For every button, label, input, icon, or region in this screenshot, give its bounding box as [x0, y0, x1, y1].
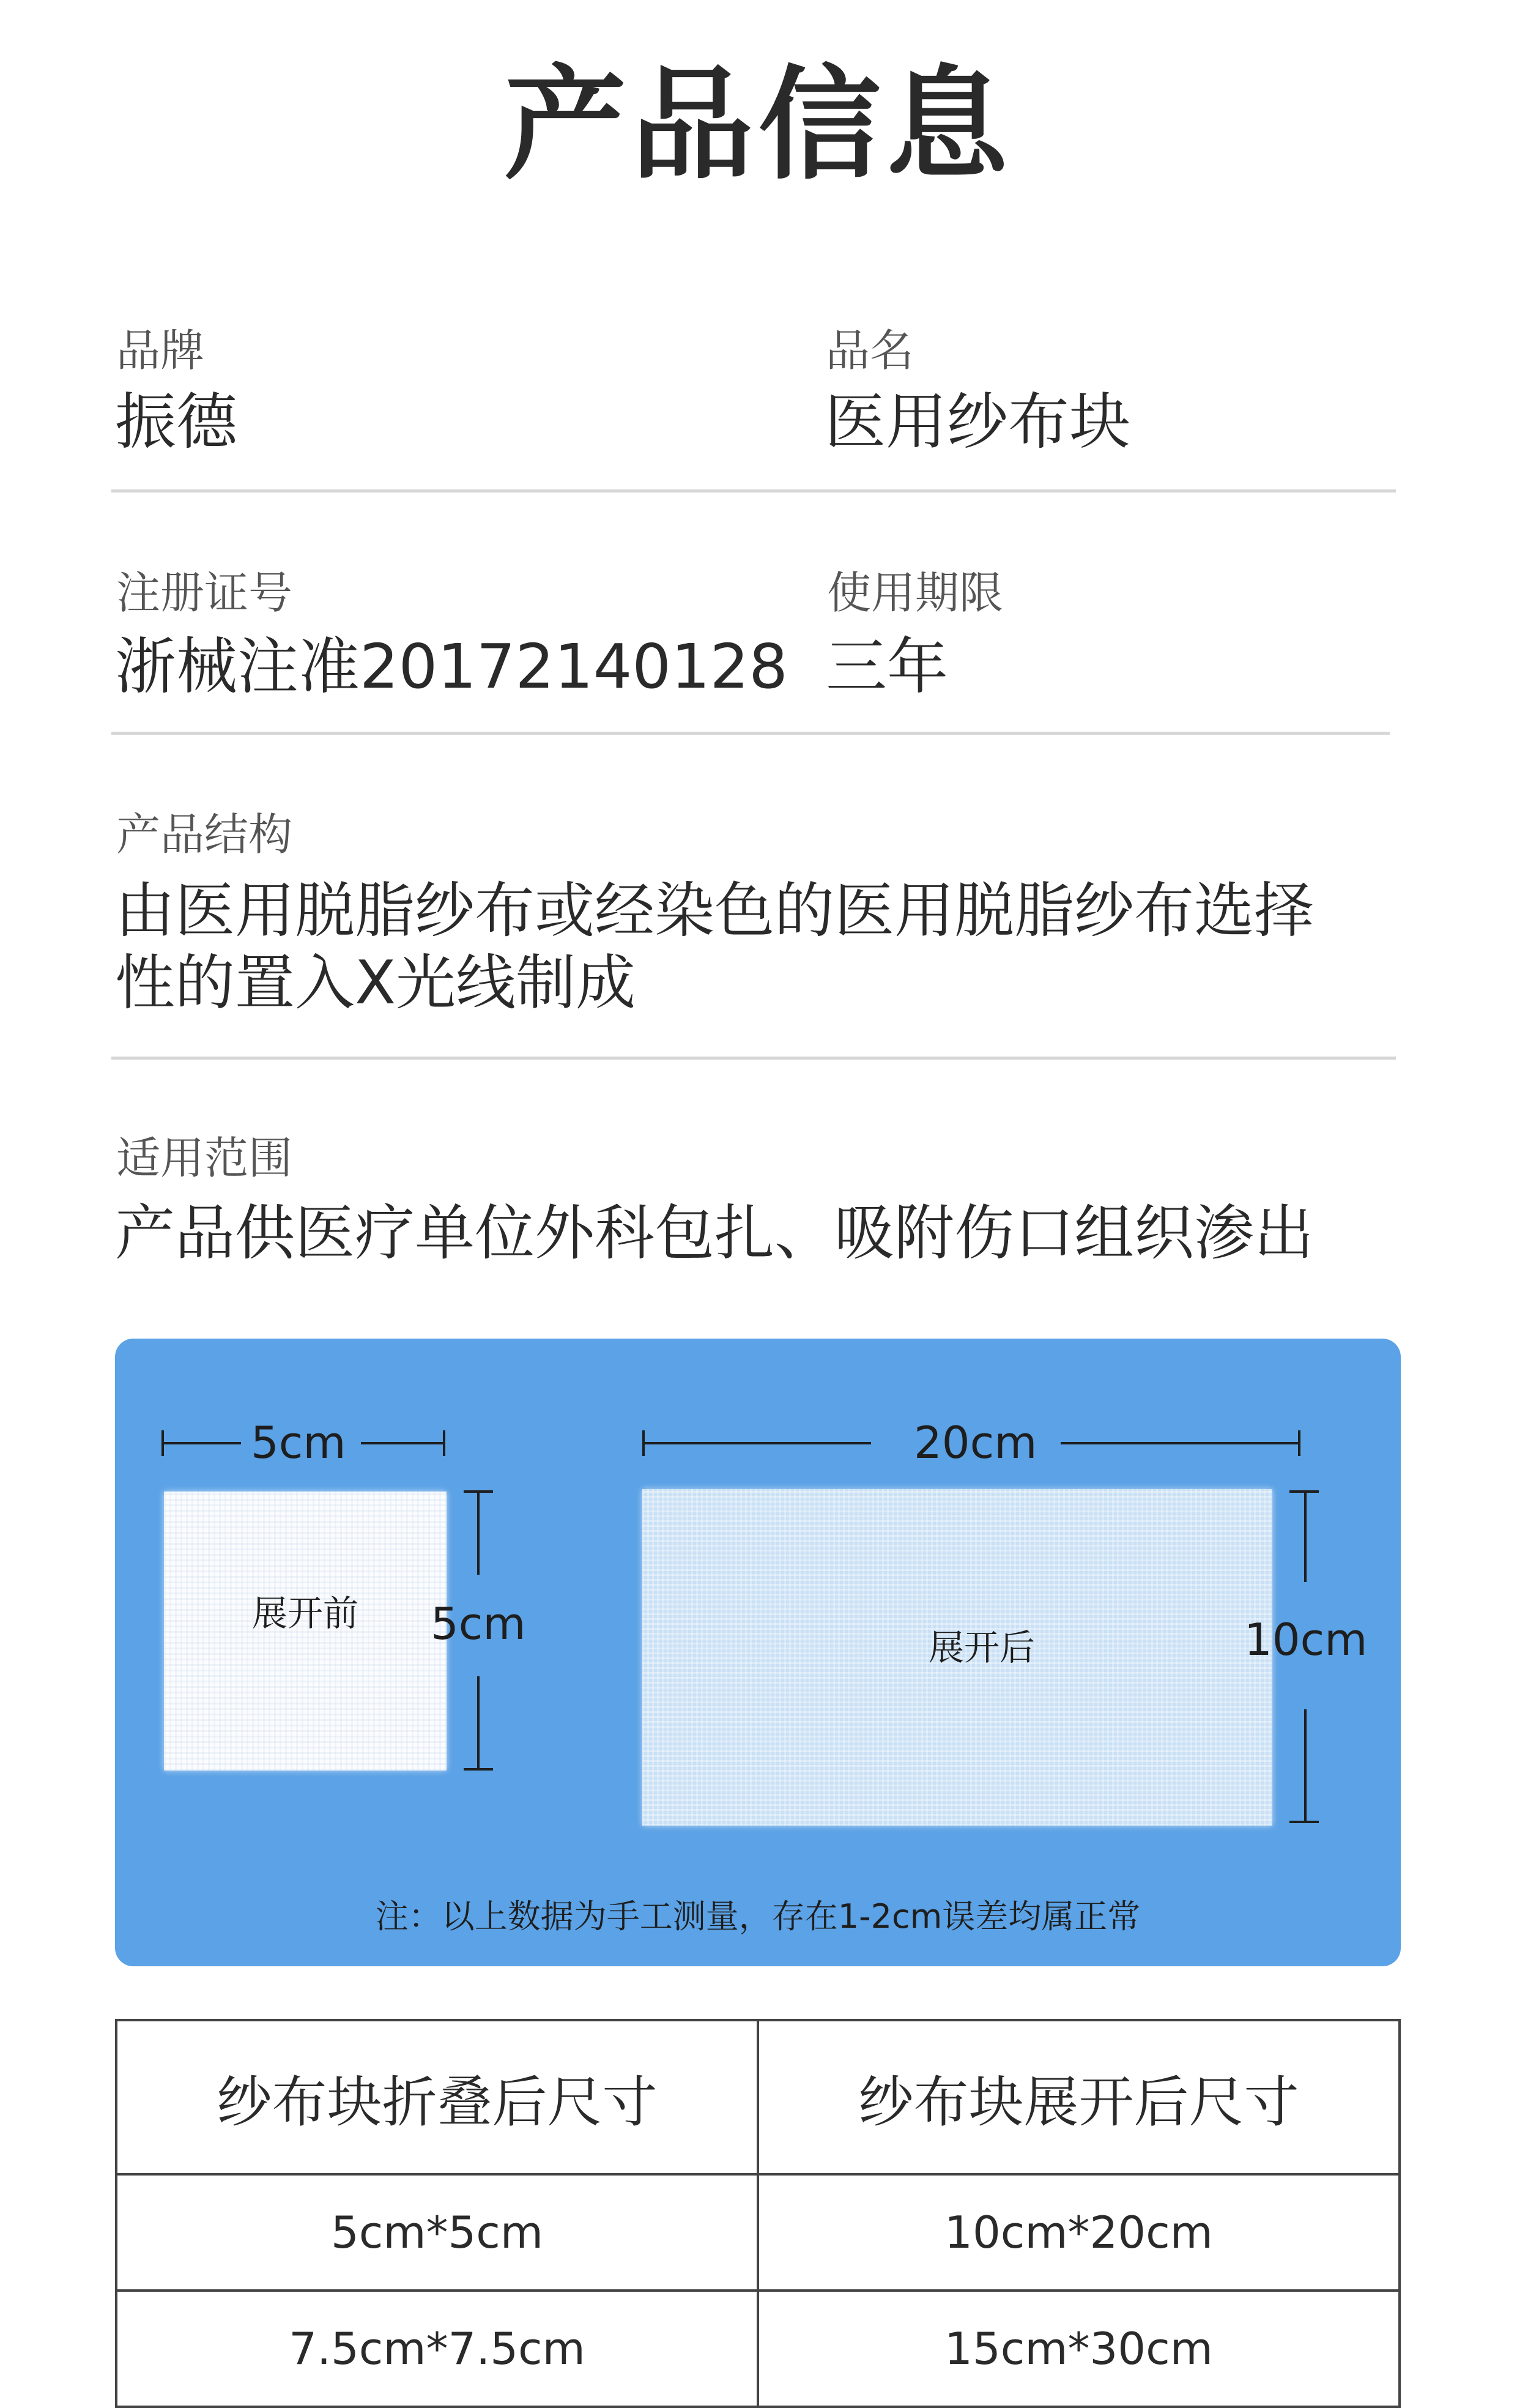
- structure-value: [115, 875, 1430, 1019]
- table-cell: 10cm*20cm: [758, 2174, 1400, 2291]
- divider: [111, 732, 1390, 735]
- product-name-label: 品名: [826, 325, 914, 376]
- table-row: [116, 2291, 1400, 2407]
- dimension-tick: [464, 1768, 493, 1771]
- dimension-tick: [1298, 1430, 1300, 1456]
- table-cell: 5cm*5cm: [116, 2174, 758, 2291]
- registration-value: 浙械注准20172140128: [115, 631, 788, 702]
- dimension-line: [1304, 1490, 1307, 1582]
- brand-label: 品牌: [116, 325, 205, 376]
- table-cell: 7.5cm*7.5cm: [116, 2291, 758, 2407]
- table-header-folded: 纱布块折叠后尺寸: [116, 2020, 758, 2174]
- table-cell: 15cm*30cm: [758, 2291, 1400, 2407]
- dimension-line: [477, 1676, 480, 1769]
- dimension-line: [477, 1490, 480, 1575]
- period-value: 三年: [826, 631, 948, 702]
- registration-label: 注册证号: [116, 567, 293, 619]
- table-header-row: [116, 2020, 1400, 2174]
- dimension-tick: [443, 1430, 445, 1456]
- size-table: [115, 2019, 1401, 2408]
- scope-value: 产品供医疗单位外科包扎、吸附伤口组织渗出: [115, 1198, 1315, 1268]
- dimension-line: [1304, 1709, 1307, 1822]
- structure-label: 产品结构: [116, 809, 293, 860]
- divider: [111, 489, 1396, 492]
- dimension-tick: [1289, 1821, 1319, 1823]
- divider: [111, 1057, 1396, 1060]
- dimension-line: [1061, 1442, 1299, 1444]
- product-name-value: 医用纱布块: [825, 386, 1130, 458]
- dimension-line: [161, 1442, 241, 1444]
- large-width-label: 20cm: [914, 1417, 1037, 1468]
- small-width-label: 5cm: [251, 1417, 346, 1468]
- structure-line-1: 由医用脱脂纱布或经染色的医用脱脂纱布选择: [115, 876, 1315, 946]
- scope-label: 适用范围: [116, 1132, 293, 1184]
- period-label: 使用期限: [827, 567, 1004, 619]
- dimension-line: [642, 1442, 871, 1444]
- small-height-label: 5cm: [431, 1598, 526, 1649]
- page-title: 产品信息: [503, 54, 1013, 196]
- after-unfold-caption: 展开后: [929, 1627, 1036, 1668]
- brand-value: 振德: [115, 386, 237, 458]
- measurement-note: 注：以上数据为手工测量，存在1-2cm误差均属正常: [375, 1897, 1141, 1936]
- size-diagram: [115, 1339, 1401, 1966]
- before-unfold-caption: 展开前: [252, 1592, 359, 1634]
- structure-line-2: 性的置入X光线制成: [115, 948, 636, 1018]
- large-height-label: 10cm: [1244, 1614, 1368, 1665]
- dimension-line: [361, 1442, 444, 1444]
- table-header-unfolded: 纱布块展开后尺寸: [758, 2020, 1400, 2174]
- table-row: [116, 2174, 1400, 2291]
